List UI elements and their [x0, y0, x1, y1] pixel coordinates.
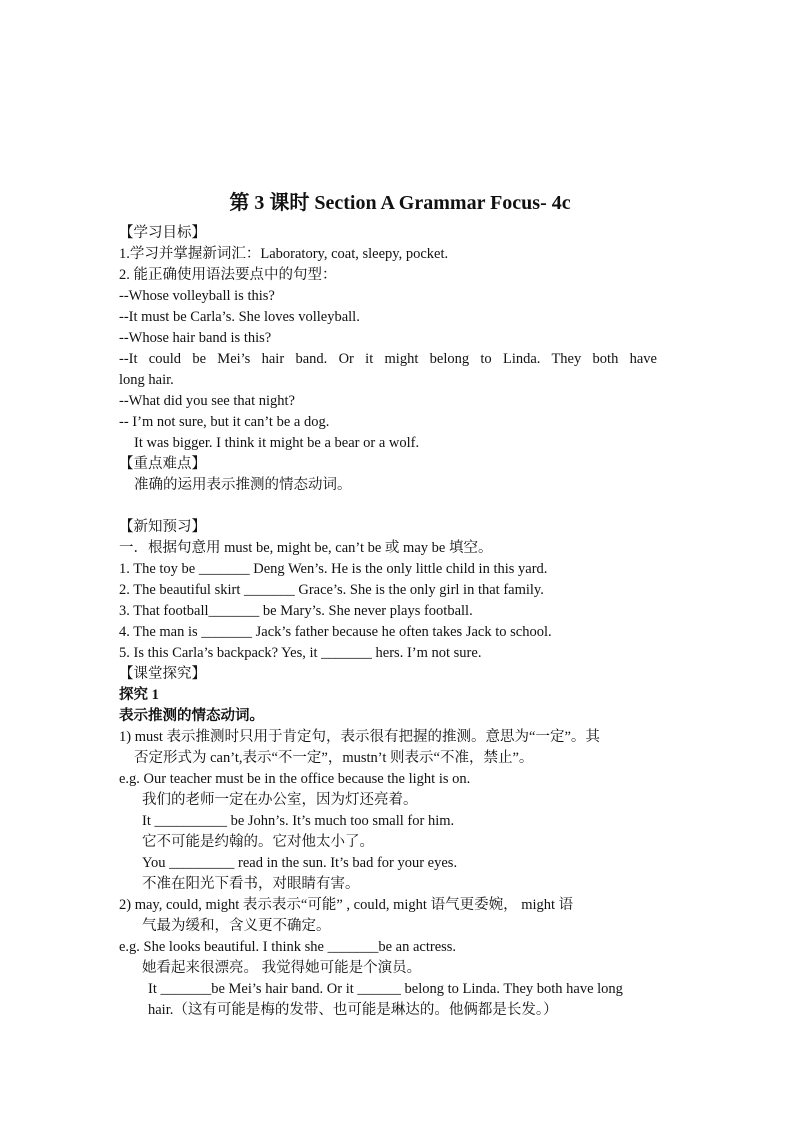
page-title: 第 3 课时 Section A Grammar Focus- 4c	[229, 192, 571, 214]
exercise-item: 3. That football_______ be Mary’s. She never plays football.	[119, 603, 473, 619]
text-line: 2. 能正确使用语法要点中的句型：	[119, 267, 337, 283]
text-line: 否定形式为 can’t,表示“不一定”，mustn’t 则表示“不准，禁止”。	[134, 750, 534, 766]
example-line: e.g. She looks beautiful. I think she _______be an actress.	[119, 939, 457, 955]
text-line: hair.（这有可能是梅的发带、也可能是琳达的。他俩都是长发。）	[148, 1002, 558, 1018]
heading-key-points: 【重点难点】	[119, 456, 206, 472]
text-line: 气最为缓和，含义更不确定。	[142, 918, 331, 934]
exercise-item: 1. The toy be _______ Deng Wen’s. He is the only little child in this yard.	[119, 561, 548, 577]
text-line: -- I’m not sure, but it can’t be a dog.	[119, 414, 330, 430]
exercise-item: 5. Is this Carla’s backpack? Yes, it _______ hers. I’m not sure.	[119, 645, 482, 661]
text-line: 一．根据句意用 must be, might be, can’t be 或 may be 填空。	[119, 540, 493, 556]
text-line: 她看起来很漂亮。 我觉得她可能是个演员。	[142, 960, 422, 976]
example-line: e.g. Our teacher must be in the office because the light is on.	[119, 771, 471, 787]
heading-learning-goals: 【学习目标】	[119, 225, 206, 241]
heading-preview: 【新知预习】	[119, 519, 206, 535]
text-line: long hair.	[119, 372, 174, 388]
text-line: 2) may, could, might 表示表示“可能” , could, might 语气更委婉， might 语	[119, 897, 574, 913]
text-line: 它不可能是约翰的。它对他太小了。	[142, 834, 374, 850]
text-line: It _______be Mei’s hair band. Or it ______ belong to Linda. They both have long	[148, 981, 623, 997]
text-line: --Whose hair band is this?	[119, 330, 272, 346]
text-line: 准确的运用表示推测的情态动词。	[134, 477, 352, 493]
text-line: 1.学习并掌握新词汇：Laboratory, coat, sleepy, pocket.	[119, 246, 449, 262]
text-line: 1) must 表示推测时只用于肯定句，表示很有把握的推测。意思为“一定”。其	[119, 729, 600, 745]
heading-modal-verbs: 表示推测的情态动词。	[119, 708, 264, 724]
text-line: --What did you see that night?	[119, 393, 295, 409]
text-line: --It must be Carla’s. She loves volleyball.	[119, 309, 360, 325]
text-line: 不准在阳光下看书，对眼睛有害。	[142, 876, 360, 892]
heading-class-inquiry: 【课堂探究】	[119, 666, 206, 682]
text-line: It __________ be John’s. It’s much too small for him.	[142, 813, 455, 829]
text-line: --Whose volleyball is this?	[119, 288, 275, 304]
exercise-item: 2. The beautiful skirt _______ Grace’s. She is the only girl in that family.	[119, 582, 544, 598]
heading-inquiry-1: 探究 1	[119, 687, 159, 703]
text-line: 我们的老师一定在办公室，因为灯还亮着。	[142, 792, 418, 808]
text-line: It was bigger. I think it might be a bear or a wolf.	[134, 435, 420, 451]
text-line: --It could be Mei’s hair band. Or it might belong to Linda. They both have	[119, 351, 657, 367]
exercise-item: 4. The man is _______ Jack’s father because he often takes Jack to school.	[119, 624, 552, 640]
text-line: You _________ read in the sun. It’s bad for your eyes.	[142, 855, 458, 871]
